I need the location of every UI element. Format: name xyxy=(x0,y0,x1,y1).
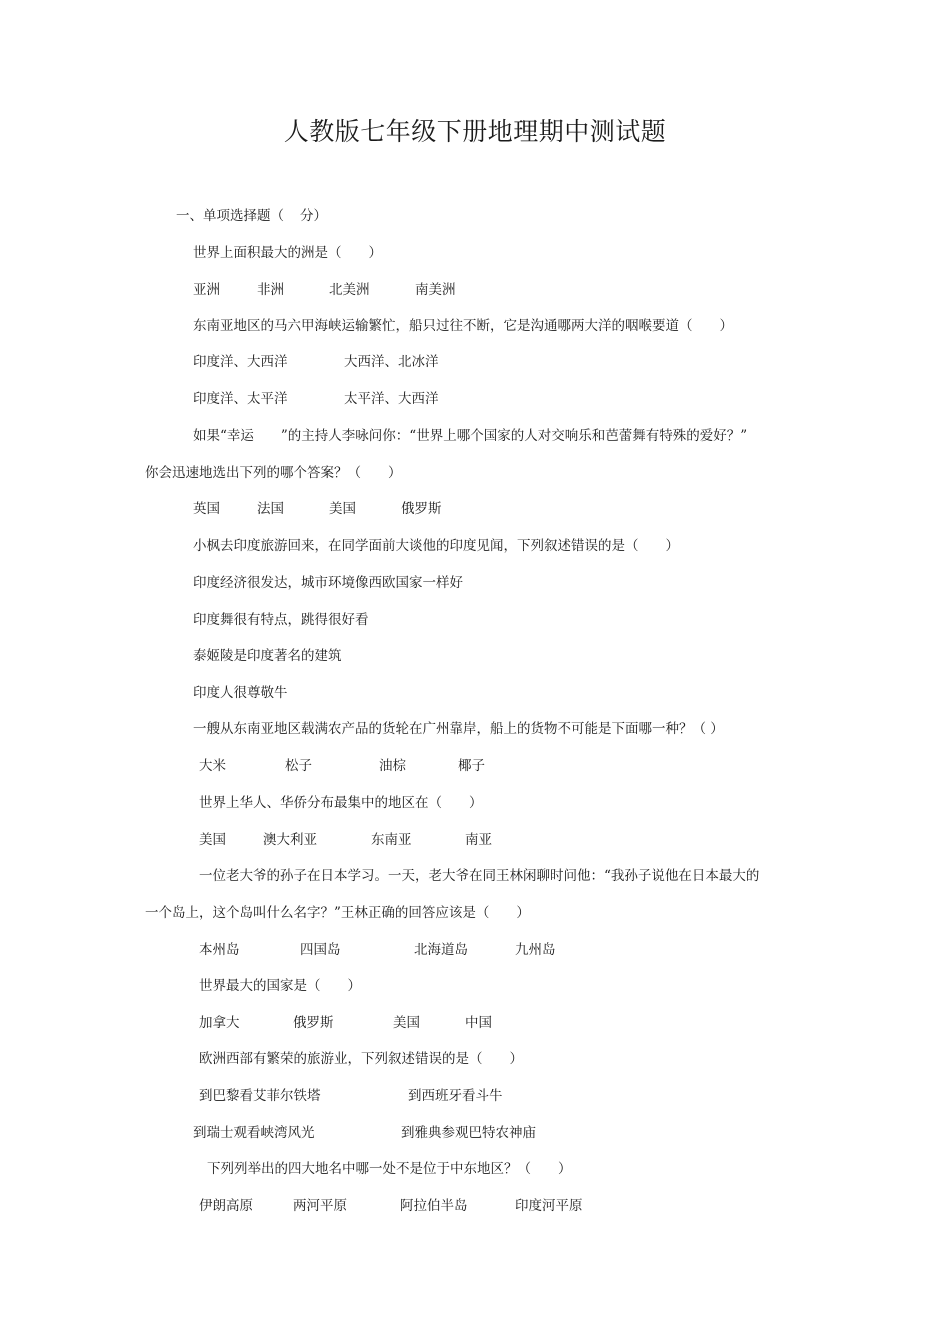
option-a: 到巴黎看艾菲尔铁塔 xyxy=(199,1088,321,1104)
question-stem-line1: 如果“幸运 ”的主持人李咏问你：“世界上哪个国家的人对交响乐和芭蕾舞有特殊的爱好？” xyxy=(193,428,748,444)
option-c: 北美洲 xyxy=(329,282,370,298)
option-c: 东南亚 xyxy=(371,832,412,848)
option-b: 印度舞很有特点，跳得很好看 xyxy=(193,612,369,628)
option-b: 到西班牙看斗牛 xyxy=(408,1088,503,1104)
question-stem: 世界上面积最大的洲是（ ） xyxy=(193,245,382,261)
question-stem: 小枫去印度旅游回来，在同学面前大谈他的印度见闻，下列叙述错误的是（ ） xyxy=(193,538,679,554)
question-stem-line2: 一个岛上，这个岛叫什么名字？”王林正确的回答应该是（ ） xyxy=(145,905,530,921)
option-b: 松子 xyxy=(285,758,312,774)
option-a: 印度洋、大西洋 xyxy=(193,354,288,370)
option-c: 美国 xyxy=(329,501,356,517)
question-stem: 下列列举出的四大地名中哪一处不是位于中东地区？（ ） xyxy=(207,1161,572,1177)
question-stem-line2: 你会迅速地选出下列的哪个答案？（ ） xyxy=(145,465,402,481)
question-stem: 东南亚地区的马六甲海峡运输繁忙，船只过往不断，它是沟通哪两大洋的咽喉要道（ ） xyxy=(193,318,733,334)
option-b: 澳大利亚 xyxy=(263,832,317,848)
option-d: 中国 xyxy=(465,1015,492,1031)
option-d: 椰子 xyxy=(458,758,485,774)
option-c: 到瑞士观看峡湾风光 xyxy=(193,1125,315,1141)
question-stem: 欧洲西部有繁荣的旅游业，下列叙述错误的是（ ） xyxy=(199,1051,523,1067)
option-d: 印度人很尊敬牛 xyxy=(193,685,288,701)
document-title: 人教版七年级下册地理期中测试题 xyxy=(283,117,667,146)
option-c: 美国 xyxy=(393,1015,420,1031)
section-header xyxy=(176,206,327,226)
option-a: 亚洲 xyxy=(193,282,220,298)
option-b: 法国 xyxy=(257,501,284,517)
option-b: 俄罗斯 xyxy=(293,1015,334,1031)
option-d: 到雅典参观巴特农神庙 xyxy=(401,1125,536,1141)
option-a: 本州岛 xyxy=(199,942,240,958)
option-d: 南美洲 xyxy=(415,282,456,298)
option-d: 印度河平原 xyxy=(515,1198,583,1214)
section-label: 一、单项选择题（ xyxy=(176,208,284,224)
section-score-suffix: 分） xyxy=(300,208,327,224)
option-c: 阿拉伯半岛 xyxy=(400,1198,468,1214)
option-a: 伊朗高原 xyxy=(199,1198,253,1214)
question-stem: 一艘从东南亚地区载满农产品的货轮在广州靠岸，船上的货物不可能是下面哪一种？（ ） xyxy=(193,721,724,737)
option-d: 太平洋、大西洋 xyxy=(344,391,439,407)
option-b: 两河平原 xyxy=(293,1198,347,1214)
option-b: 大西洋、北冰洋 xyxy=(344,354,439,370)
option-c: 北海道岛 xyxy=(414,942,468,958)
option-c: 印度洋、太平洋 xyxy=(193,391,288,407)
option-d: 南亚 xyxy=(465,832,492,848)
option-d: 俄罗斯 xyxy=(401,501,442,517)
question-stem: 世界最大的国家是（ ） xyxy=(199,978,361,994)
option-a: 印度经济很发达，城市环境像西欧国家一样好 xyxy=(193,575,463,591)
question-stem: 世界上华人、华侨分布最集中的地区在（ ） xyxy=(199,795,483,811)
question-stem-line1: 一位老大爷的孙子在日本学习。一天，老大爷在同王林闲聊时问他：“我孙子说他在日本最大的 xyxy=(199,868,760,884)
option-a: 英国 xyxy=(193,501,220,517)
option-b: 非洲 xyxy=(257,282,284,298)
option-d: 九州岛 xyxy=(515,942,556,958)
option-c: 泰姬陵是印度著名的建筑 xyxy=(193,648,342,664)
option-b: 四国岛 xyxy=(300,942,341,958)
option-a: 加拿大 xyxy=(199,1015,240,1031)
option-a: 大米 xyxy=(199,758,226,774)
option-a: 美国 xyxy=(199,832,226,848)
option-c: 油棕 xyxy=(379,758,406,774)
